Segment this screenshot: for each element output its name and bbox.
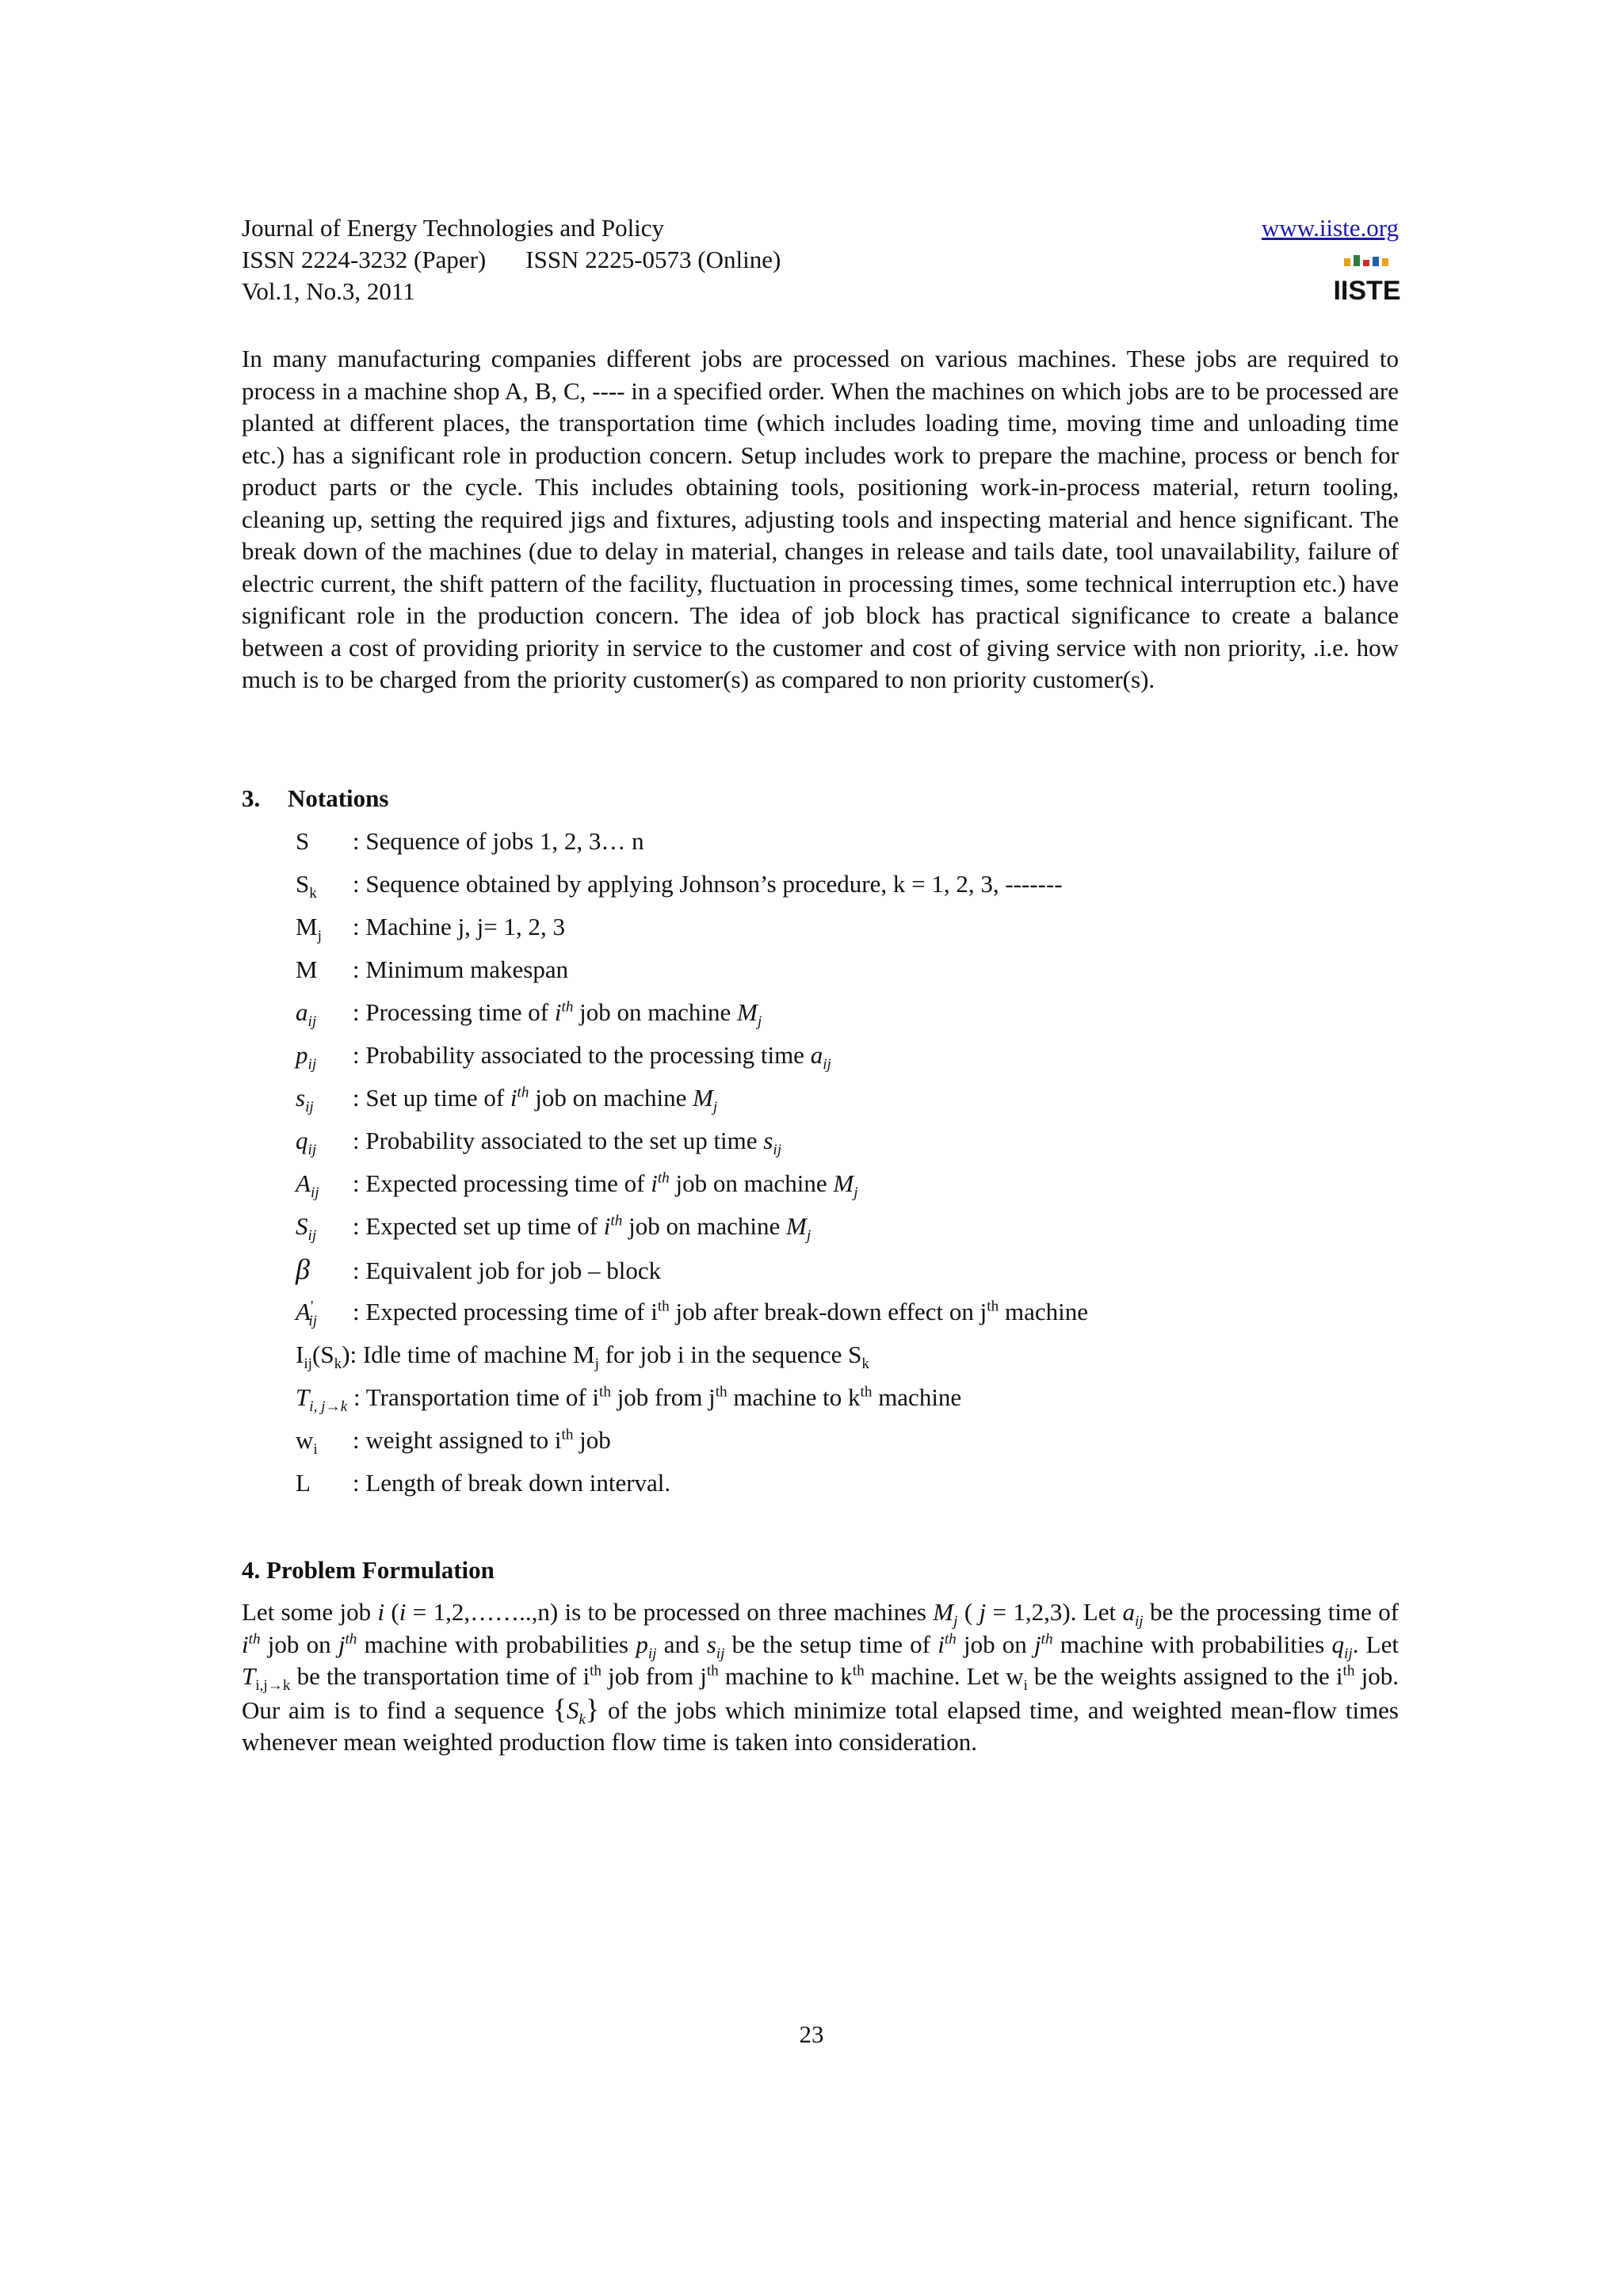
notation-desc: : Machine j, j= 1, 2, 3 (353, 913, 566, 940)
section-3-heading (242, 783, 388, 814)
issn-line (242, 244, 1399, 276)
notation-row (296, 1168, 1405, 1211)
notation-desc: : Expected set up time of $i^{th}$ job on machine $M_j$ (353, 1212, 812, 1245)
page-number: 23 (799, 2020, 824, 2048)
logo-lettering: IISTE (1333, 276, 1401, 306)
iiste-logo (1333, 254, 1401, 306)
journal-title: Journal of Energy Technologies and Policy (242, 214, 665, 242)
notation-symbol: $S_{ij}$ (296, 1212, 317, 1245)
notation-row (296, 868, 1405, 911)
notation-desc: : Equivalent job for job – block (353, 1257, 662, 1284)
notation-desc: : Sequence of jobs 1, 2, 3… n (353, 827, 644, 855)
notation-row (296, 1467, 1405, 1510)
notation-symbol: $a_{ij}$ (296, 998, 317, 1031)
issn-paper: ISSN 2224-3232 (Paper) (242, 246, 487, 273)
notation-symbol: $A_{ij}$ (296, 1169, 319, 1202)
section-number: 3. (242, 784, 261, 812)
notation-desc: : Probability associated to the set up time $s_{ij}$ (353, 1127, 782, 1159)
notation-row (296, 1253, 1405, 1296)
issn-online: ISSN 2225-0573 (Online) (525, 246, 781, 273)
notation-desc: : Set up time of $i^{th}$ job on machine $M_j$ (353, 1084, 718, 1116)
notation-row (296, 954, 1405, 997)
section-title: Notations (288, 784, 389, 812)
notation-symbol: S (296, 827, 310, 855)
notation-desc: : Probability associated to the processing time $a_{ij}$ (353, 1041, 831, 1074)
notation-desc: : Transportation time of $i^{th}$ job from $j^{th}$ machine to $k^{th}$ machine (347, 1383, 962, 1411)
volume-info: Vol.1, No.3, 2011 (242, 277, 415, 305)
notation-list (296, 826, 1405, 1510)
formulation-paragraph: Let some job i (i = 1,2,……..,n) is to be processed on three machines $M_j$ ( j = 1,2,3). Let $a_{ij}$ be the processing time of $i^{th}$ job on $j^{th}$ machine with probabilities $p_{ij}$ and $s_{ij}$ be the setup time of $i^{th}$ job on $j^{th}$ machine with probabilities $q_{ij}$. Let $T_{i,j\to k}$ be the transportation time of $i^{th}$ job from $j^{th}$ machine to $k^{th}$ machine. Let $w_i$ be the weights assigned to the $i^{th}$ job. Our aim is to find a sequence $\{S_k\}$ of the jobs which minimize total elapsed time, and weighted mean-flow times whenever mean weighted production flow time is taken into consideration. (242, 1598, 1400, 1756)
notation-symbol: $s_{ij}$ (296, 1084, 314, 1116)
notation-desc: : Expected processing time of $i^{th}$ job on machine $M_j$ (353, 1169, 858, 1202)
notation-row (296, 911, 1405, 954)
notation-symbol: $w_i$ (296, 1426, 318, 1459)
notation-row (296, 1082, 1405, 1125)
notation-row (296, 1382, 1405, 1425)
notation-desc: : Expected processing time of $i^{th}$ job after break-down effect on $j^{th}$ machine (353, 1298, 1088, 1325)
notation-desc: : Sequence obtained by applying Johnson’s procedure, k = 1, 2, 3, ------- (353, 870, 1063, 898)
notation-symbol: $A'_{ij}$ (296, 1298, 318, 1330)
notation-symbol: $T_{i, j\to k}$ (296, 1383, 348, 1416)
notation-desc: : Processing time of $i^{th}$ job on machine $M_j$ (353, 998, 762, 1031)
notation-desc: : Length of break down interval. (353, 1469, 671, 1497)
notation-symbol: $q_{ij}$ (296, 1127, 317, 1159)
journal-header (242, 212, 1399, 307)
notation-row (296, 997, 1405, 1039)
notation-symbol: $p_{ij}$ (296, 1041, 317, 1074)
intro-paragraph: In many manufacturing companies different jobs are processed on various machines. These jobs are required to process in a machine shop A, B, C, ---- in a specified order. When the machines on which jobs are to be processed are planted at different places, the transportation time (which includes loading time, moving time and unloading time etc.) has a significant role in production concern. Setup includes work to prepare the machine, process or bench for product parts or the cycle. This includes obtaining tools, positioning work-in-process material, return tooling, cleaning up, setting the required jigs and fixtures, adjusting tools and inspecting material and hence significant. The break down of the machines (due to delay in material, changes in release and tails date, tool unavailability, failure of electric current, the shift pattern of the facility, fluctuation in processing times, some technical interruption etc.) have significant role in the production concern. The idea of job block has practical significance to create a balance between a cost of providing priority in service to the customer and cost of giving service with non priority, .i.e. how much is to be charged from the priority customer(s) as compared to non priority customer(s). (242, 345, 1399, 693)
notation-row (296, 1211, 1405, 1253)
notation-row (296, 1296, 1405, 1339)
notation-desc: ): Idle time of machine $M_j$ for job i in the sequence $S_k$ (342, 1341, 869, 1373)
notation-symbol: M (296, 955, 318, 983)
notation-symbol: L (296, 1469, 311, 1497)
notation-symbol: β (296, 1253, 310, 1285)
notation-symbol: $M_j$ (296, 913, 322, 945)
notation-row (296, 1339, 1405, 1382)
notation-row (296, 826, 1405, 868)
notation-row (296, 1039, 1405, 1082)
section-4-heading: 4. Problem Formulation (242, 1556, 495, 1584)
notation-desc: : weight assigned to $i^{th}$ job (353, 1426, 611, 1454)
website-link[interactable]: www.iiste.org (1261, 214, 1399, 242)
notation-desc: : Minimum makespan (353, 955, 569, 983)
notation-symbol: $S_k$ (296, 870, 317, 902)
notation-row (296, 1125, 1405, 1168)
notation-symbol: $I_{ij}(S_k$ (296, 1341, 342, 1373)
notation-row (296, 1425, 1405, 1467)
